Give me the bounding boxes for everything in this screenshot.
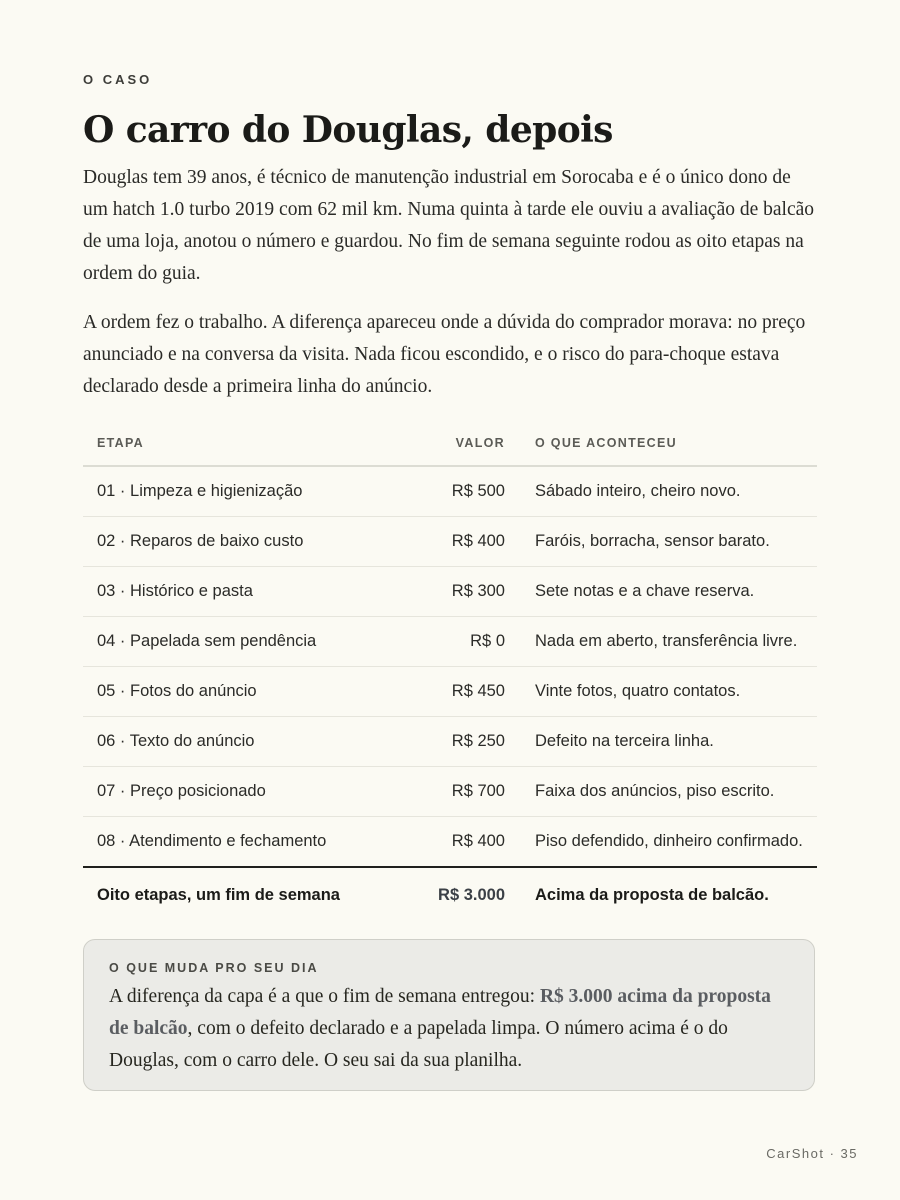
step-cell: 01 · Limpeza e higienização [83, 466, 391, 517]
outcome-cell: Sete notas e a chave reserva. [521, 567, 817, 617]
footer-brand: CarShot [766, 1146, 825, 1161]
outcome-cell: Defeito na terceira linha. [521, 717, 817, 767]
outcome-cell: Vinte fotos, quatro contatos. [521, 667, 817, 717]
summary-paragraph: A ordem fez o trabalho. A diferença apareceu onde a dúvida do comprador morava: no preço anunciado e na conversa da visita. Nada ficou escondido, e o risco do para-choque estava declarado desde a primeira linha do anúncio. [83, 312, 806, 397]
callout-text-before: A diferença da capa é a que o fim de semana entregou: [109, 986, 540, 1007]
page-footer: CarShot · 35 [766, 1146, 858, 1161]
total-outcome-cell: Acima da proposta de balcão. [535, 885, 769, 904]
value-cell: R$ 450 [391, 667, 521, 717]
outcome-cell: Nada em aberto, transferência livre. [521, 617, 817, 667]
outcome-cell: Faixa dos anúncios, piso escrito. [521, 767, 817, 817]
callout-box [83, 939, 815, 1091]
step-cell: 04 · Papelada sem pendência [83, 617, 391, 667]
table-row [83, 517, 817, 567]
intro-paragraph: Douglas tem 39 anos, é técnico de manutenção industrial em Sorocaba e é o único dono de um hatch 1.0 turbo 2019 com 62 mil km. Numa quinta à tarde ele ouviu a avaliação de balcão de uma loja, anotou o número e guardou. No fim de semana seguinte rodou as oito etapas na ordem do guia. [83, 167, 815, 284]
value-cell: R$ 400 [391, 517, 521, 567]
section-eyebrow: O CASO [83, 72, 153, 87]
column-header-outcome: O QUE ACONTECEU [521, 421, 817, 466]
outcome-cell: Piso defendido, dinheiro confirmado. [521, 817, 817, 868]
value-cell: R$ 250 [391, 717, 521, 767]
step-cell: 03 · Histórico e pasta [83, 567, 391, 617]
table-row [83, 617, 817, 667]
callout-eyebrow: O QUE MUDA PRO SEU DIA [109, 961, 319, 975]
value-cell: R$ 300 [391, 567, 521, 617]
column-header-step: ETAPA [83, 421, 391, 466]
table-row [83, 817, 817, 868]
callout-text-after: , com o defeito declarado e a papelada limpa. O número acima é o do Douglas, com o carro dele. O seu sai da sua planilha. [109, 1018, 728, 1071]
value-cell: R$ 700 [391, 767, 521, 817]
steps-table [83, 421, 817, 922]
value-cell: R$ 500 [391, 466, 521, 517]
callout-text [109, 981, 791, 1077]
step-cell: 06 · Texto do anúncio [83, 717, 391, 767]
value-cell: R$ 400 [391, 817, 521, 868]
step-cell: 05 · Fotos do anúncio [83, 667, 391, 717]
table-row [83, 567, 817, 617]
page-number: 35 [840, 1146, 858, 1161]
callout-highlight: R$ 3.000 acima da proposta de balcão [109, 986, 771, 1039]
outcome-cell: Faróis, borracha, sensor barato. [521, 517, 817, 567]
table-row [83, 767, 817, 817]
total-step-cell: Oito etapas, um fim de semana [97, 885, 340, 904]
value-cell: R$ 0 [391, 617, 521, 667]
table-row [83, 667, 817, 717]
step-cell: 08 · Atendimento e fechamento [83, 817, 391, 868]
step-cell: 07 · Preço posicionado [83, 767, 391, 817]
step-cell: 02 · Reparos de baixo custo [83, 517, 391, 567]
table-header-row [83, 421, 817, 466]
page-title: O carro do Douglas, depois [83, 109, 613, 151]
total-value-cell: R$ 3.000 [438, 885, 505, 904]
table-row [83, 717, 817, 767]
table-row [83, 466, 817, 517]
column-header-value: VALOR [391, 421, 521, 466]
outcome-cell: Sábado inteiro, cheiro novo. [521, 466, 817, 517]
table-total-row [83, 867, 817, 922]
